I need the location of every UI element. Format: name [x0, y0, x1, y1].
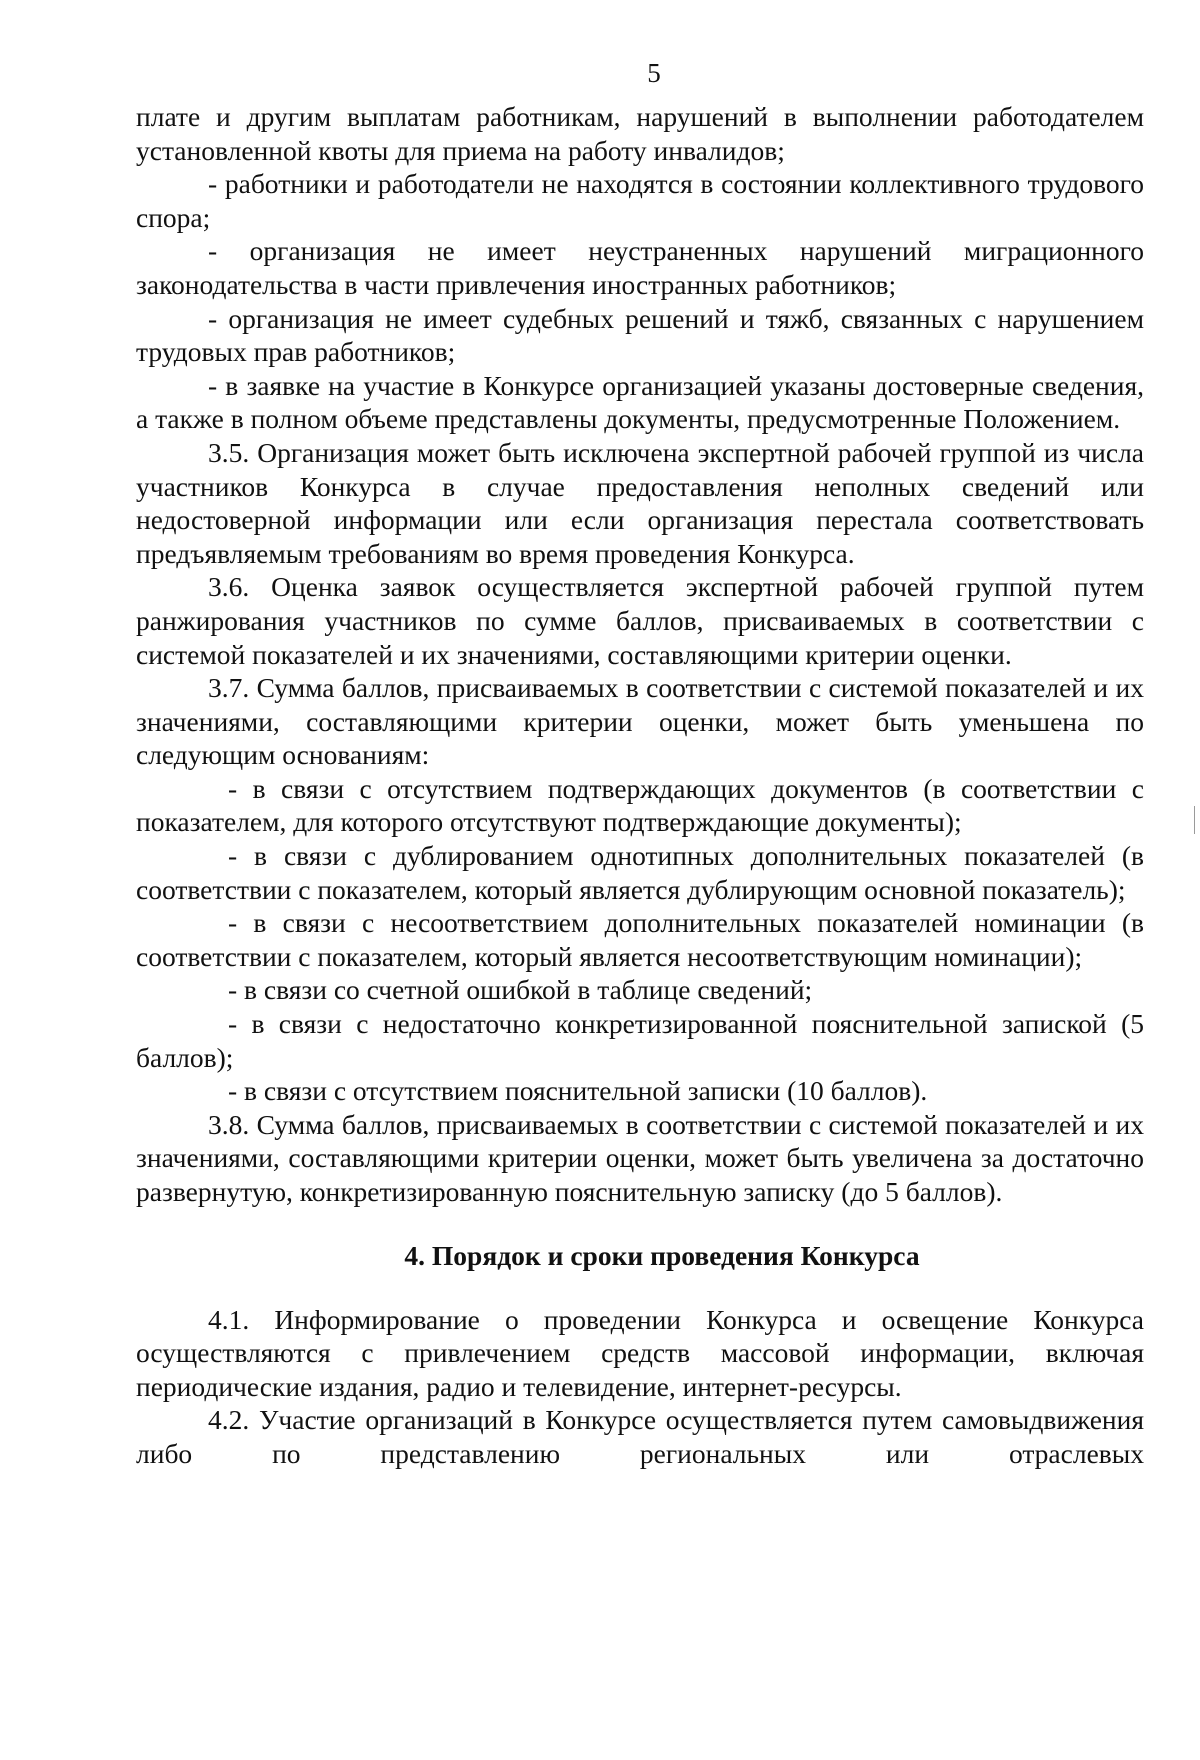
paragraph-3-8: 3.8. Сумма баллов, присваиваемых в соответствии с системой показателей и их значениями, составляющими критерии оценки, может быть увеличена за достаточно развернутую, конкретизированную пояснительную записку (до 5 баллов). [136, 1108, 1144, 1207]
paragraph-4-2: 4.2. Участие организаций в Конкурсе осуществляется путем самовыдвижения либо по представлению региональных или отраслевых [136, 1404, 1144, 1469]
list-item: - в связи со счетной ошибкой в таблице сведений; [228, 974, 813, 1006]
section-heading: 4. Порядок и сроки проведения Конкурса [404, 1239, 920, 1271]
section-4-text [136, 1303, 1144, 1471]
paragraph: - работники и работодатели не находятся в состоянии коллективного трудового спора; [136, 168, 1144, 233]
section-3-text [136, 100, 1144, 1209]
paragraph: - организация не имеет судебных решений и тяжб, связанных с нарушением трудовых прав работников; [136, 302, 1144, 368]
list-item: - в связи с дублированием однотипных дополнительных показателей (в соответствии с показателем, который является дублирующим основной показатель); [136, 840, 1144, 905]
paragraph: - организация не имеет неустраненных нарушений миграционного законодательства в части привлечения иностранных работников; [136, 235, 1144, 300]
list-item: - в связи с несоответствием дополнительных показателей номинации (в соответствии с показателем, который является несоответствующим номинации); [136, 907, 1144, 972]
list-item: - в связи с отсутствием подтверждающих документов (в соответствии с показателем, для которого отсутствуют подтверждающие документы); [136, 772, 1144, 838]
document-body [136, 100, 1144, 1471]
paragraph-4-1: 4.1. Информирование о проведении Конкурса и освещение Конкурса осуществляются с привлечением средств массовой информации, включая периодические издания, радио и телевидение, интернет-ресурсы. [136, 1303, 1144, 1402]
document-page [136, 56, 1144, 1471]
paragraph: плате и другим выплатам работникам, нарушений в выполнении работодателем установленной квоты для приема на работу инвалидов; [136, 101, 1144, 166]
paragraph-3-5: 3.5. Организация может быть исключена экспертной рабочей группой из числа участников Конкурса в случае предоставления неполных сведений или недостоверной информации или если организация перестала соответствовать предъявляемым требованиям во время проведения Конкурса. [136, 436, 1144, 569]
list-item: - в связи с недостаточно конкретизированной пояснительной запиской (5 баллов); [136, 1008, 1144, 1073]
paragraph-3-7: 3.7. Сумма баллов, присваиваемых в соответствии с системой показателей и их значениями, составляющими критерии оценки, может быть уменьшена по следующим основаниям: [136, 672, 1144, 771]
paragraph-3-6: 3.6. Оценка заявок осуществляется экспертной рабочей группой путем ранжирования участников по сумме баллов, присваиваемых в соответствии с системой показателей и их значениями, составляющими критерии оценки. [136, 571, 1144, 670]
scan-margin-mark [1194, 806, 1195, 834]
list-item: - в связи с отсутствием пояснительной записки (10 баллов). [228, 1075, 928, 1107]
page-number: 5 [647, 58, 661, 88]
paragraph: - в заявке на участие в Конкурсе организацией указаны достоверные сведения, а также в полном объеме представлены документы, предусмотренные Положением. [136, 369, 1144, 435]
